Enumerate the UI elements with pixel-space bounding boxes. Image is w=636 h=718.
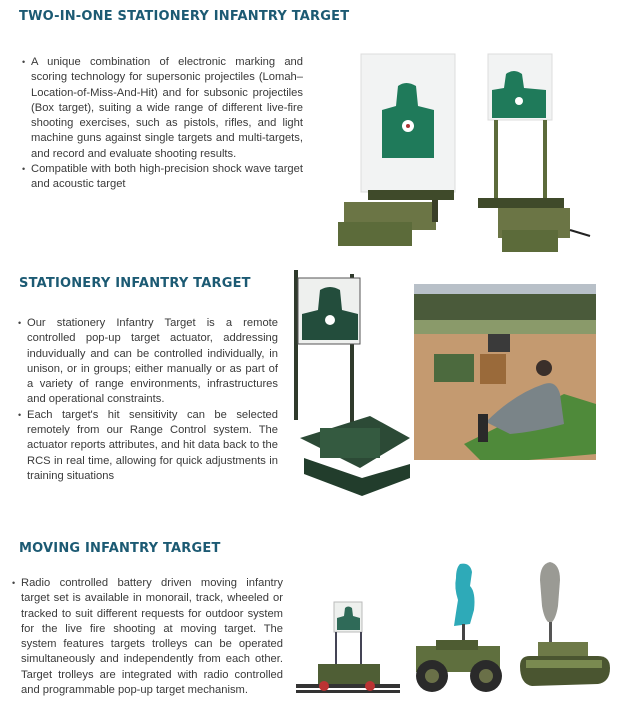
wheeled-target-robot-image (412, 560, 512, 700)
pop-up-target-actuator-image (290, 268, 410, 500)
two-in-one-target-image (338, 50, 598, 255)
monorail-target-trolley-image (292, 600, 400, 700)
bullet-item: • Compatible with both high-precision shock wave target and acoustic target (22, 162, 303, 193)
moving-bullets (12, 576, 283, 698)
two-in-one-bullets (22, 55, 303, 193)
bullet-item: • Each target's hit sensitivity can be selected remotely from our Range Control system. The actuator reports attributes, and hit data back to the RCS in real time, allowing for quick adjustments in training situations (18, 408, 278, 484)
section-title-stationery: STATIONERY INFANTRY TARGET (19, 276, 251, 291)
section-title-moving: MOVING INFANTRY TARGET (19, 541, 221, 556)
section-title-two-in-one: TWO-IN-ONE STATIONERY INFANTRY TARGET (19, 9, 350, 24)
bullet-item: • A unique combination of electronic marking and scoring technology for supersonic projectiles (Lomah– Location-of-Miss-And-Hit) and for subsonic projectiles (Box target), suiting a wide range of different live-fire shooting exercises, such as pistols, rifles, and light machine guns against single targets and multi-targets, and record and evaluate shooting results. (22, 55, 303, 162)
stationery-bullets (18, 316, 278, 484)
bullet-item: • Our stationery Infantry Target is a remote controlled pop-up target actuator, addressing induvidually and can be controlled individually, in unison, or in groups; either manually or as part of a variety of range environments, infrastructures and operational constraints. (18, 316, 278, 408)
prone-shooter-range-photo (414, 284, 596, 460)
bullet-item: • Radio controlled battery driven moving infantry target set is available in monorail, track, wheeled or tracked to suit different requests for outdoor system for the live fire shooting at moving target. The system features targets trolleys can be operated simultaneously and independently from each other. Target trolleys are integrated with radio controlled and programmable pop-up target mechanism. (12, 576, 283, 698)
tracked-target-robot-image (514, 556, 614, 696)
